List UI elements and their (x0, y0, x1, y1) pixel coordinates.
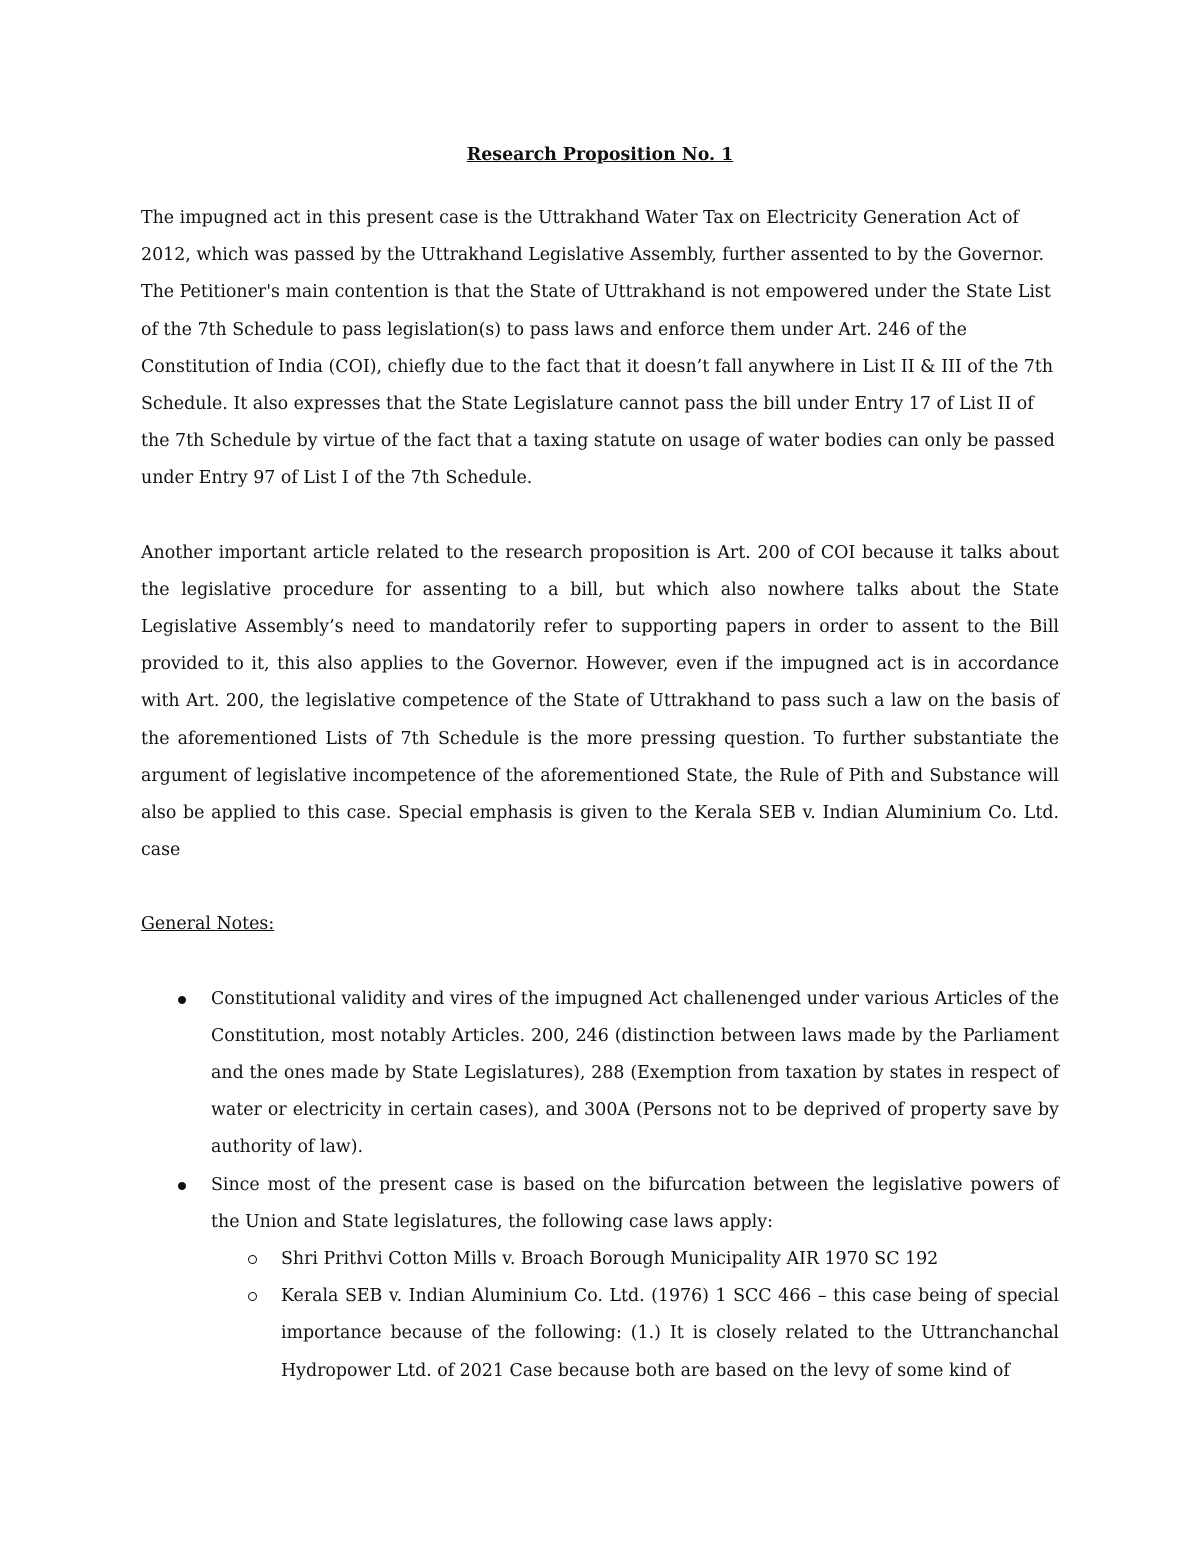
document-title: Research Proposition No. 1 (466, 145, 734, 165)
bullet-icon (178, 996, 186, 1004)
list-item-text: Kerala SEB v. Indian Aluminium Co. Ltd. (1976) 1 SCC 466 – this case being of special importance because of the following: (1.) It is closely related to the Uttranchanchal Hydropower Ltd. of 2021 Case because both are based on the levy of some kind of (281, 1286, 1059, 1381)
list-item (210, 1278, 1059, 1390)
list-item-text: Since most of the present case is based on the bifurcation between the legislative powers of the Union and State legislatures, the following case laws apply: (211, 1174, 1059, 1232)
paragraph-impugned-act: The impugned act in this present case is the Uttrakhand Water Tax on Electricity Generation Act of 2012, which was passed by the Uttrakhand Legislative Assembly, further assented to by the Governor. The Petitioner's main contention is that the State of Uttrakhand is not empowered under the State List of the 7th Schedule to pass legislation(s) to pass laws and enforce them under Art. 246 of the Constitution of India (COI), chiefly due to the fact that it doesn’t fall anywhere in List II & III of the 7th Schedule. It also expresses that the State Legislature cannot pass the bill under Entry 17 of List II of the 7th Schedule by virtue of the fact that a taxing statute on usage of water bodies can only be passed under Entry 97 of List I of the 7th Schedule. (141, 208, 1055, 489)
list-item (141, 1167, 1059, 1390)
paragraph-article-200: Another important article related to the research proposition is Art. 200 of COI because it talks about the legislative procedure for assenting to a bill, but which also nowhere talks about the State Legislative Assembly’s need to mandatorily refer to supporting papers in order to assent to the Bill provided to it, this also applies to the Governor. However, even if the impugned act is in accordance with Art. 200, the legislative competence of the State of Uttrakhand to pass such a law on the basis of the aforementioned Lists of 7th Schedule is the more pressing question. To further substantiate the argument of legislative incompetence of the aforementioned State, the Rule of Pith and Substance will also be applied to this case. Special emphasis is given to the Kerala SEB v. Indian Aluminium Co. Ltd. case (141, 542, 1059, 861)
circle-bullet-icon (248, 1255, 257, 1264)
bullet-icon (178, 1182, 186, 1190)
paragraph-spacer (141, 498, 1059, 535)
list-item (141, 981, 1059, 1167)
circle-bullet-icon (248, 1292, 257, 1301)
list-item (210, 1241, 1059, 1278)
list-item-text: Constitutional validity and vires of the impugned Act challenenged under various Articles of the Constitution, most notably Articles. 200, 246 (distinction between laws made by the Parliament and the ones made by State Legislatures), 288 (Exemption from taxation by states in respect of water or electricity in certain cases), and 300A (Persons not to be deprived of property save by authority of law). (211, 988, 1060, 1158)
general-notes-heading: General Notes: (141, 914, 275, 935)
paragraph-spacer (141, 869, 1059, 906)
list-item-text: Shri Prithvi Cotton Mills v. Broach Borough Municipality AIR 1970 SC 192 (281, 1249, 939, 1270)
document-page (141, 137, 1059, 1390)
case-law-list (211, 1241, 1059, 1390)
paragraph-spacer (141, 944, 1059, 981)
notes-list (141, 981, 1059, 1390)
